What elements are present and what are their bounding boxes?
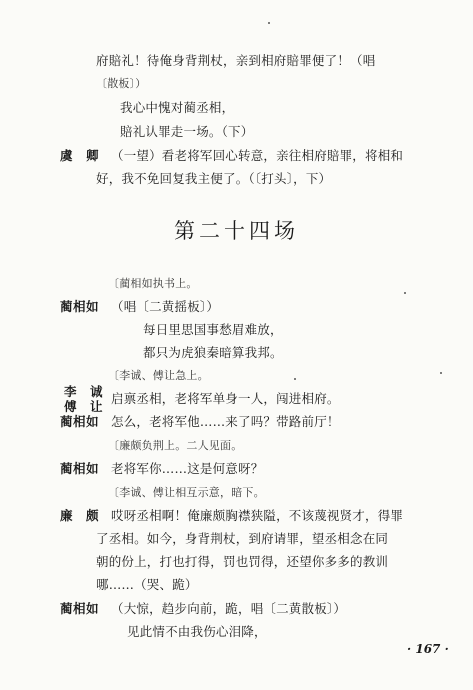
- lin-line-1: （唱〔二黄摇板〕）: [111, 299, 220, 314]
- speaker-lin-xiangru-2: 蔺相如: [60, 414, 100, 429]
- lin-verse-2: 都只为虎狼秦暗算我邦。: [143, 345, 283, 360]
- scene-title: 第二十四场: [174, 219, 299, 243]
- lin-verse-3: 见此情不由我伤心泪降，: [127, 624, 267, 639]
- speaker-lin-xiangru-3: 蔺相如: [60, 461, 100, 476]
- opening-line-1: 府賠礼！待俺身背荆杖，亲到相府賠罪便了！（唱: [96, 53, 376, 68]
- stage-direction-2: 〔李诚、傅让急上。: [108, 369, 209, 382]
- page-number: · 167 ·: [407, 642, 449, 656]
- stage-direction-3: 〔廉颇负荆上。二人见面。: [108, 439, 243, 452]
- stage-direction-1: 〔蔺相如执书上。: [108, 277, 198, 290]
- speaker-fu-rang: 傅 让: [64, 399, 104, 414]
- lian-po-line-1: 哎呀丞相啊！俺廉颇胸襟狭隘，不该蔑视贤才，得罪: [111, 508, 404, 523]
- lin-verse-1: 每日里思国事愁眉难放，: [143, 322, 283, 337]
- scan-speck: [440, 372, 442, 374]
- opening-line-2: 〔散板〕）: [96, 77, 147, 90]
- speaker-lin-xiangru-4: 蔺相如: [60, 601, 100, 616]
- opening-verse-2: 賠礼认罪走一场。（下）: [120, 124, 254, 139]
- lin-line-3: 老将军你……这是何意呀？: [111, 461, 264, 476]
- lian-po-line-4: 哪……（哭、跪）: [96, 577, 198, 592]
- opening-verse-1: 我心中愧对蔺丞相，: [120, 100, 235, 115]
- yu-qing-line-1: （一望）看老将军回心转意，亲往相府賠罪，将相和: [111, 148, 404, 163]
- lin-line-4: （大惊，趋步向前，跪，唱〔二黄散板〕）: [111, 601, 347, 616]
- li-fu-line-1: 启禀丞相，老将军单身一人，闯进相府。: [111, 391, 340, 406]
- speaker-li-cheng: 李 诚: [64, 384, 104, 399]
- speaker-lin-xiangru-1: 蔺相如: [60, 299, 100, 314]
- yu-qing-line-2: 好，我不免回复我主便了。（〔打头〕，下）: [96, 171, 332, 186]
- lian-po-line-3: 朝的份上，打也打得，罚也罚得，还望你多多的教训: [96, 554, 389, 569]
- speaker-yu-qing: 虞 卿: [60, 148, 100, 163]
- lian-po-line-2: 了丞相。如今，身背荆杖，到府请罪，望丞相念在同: [96, 531, 389, 546]
- speaker-lian-po: 廉 颇: [60, 508, 100, 523]
- stage-direction-4: 〔李诚、傅让相互示意，暗下。: [108, 486, 265, 499]
- scan-speck: [404, 292, 406, 294]
- scan-speck: [294, 378, 296, 380]
- lin-line-2: 怎么，老将军他……来了吗？带路前厅！: [111, 414, 340, 429]
- scan-speck: [268, 22, 270, 24]
